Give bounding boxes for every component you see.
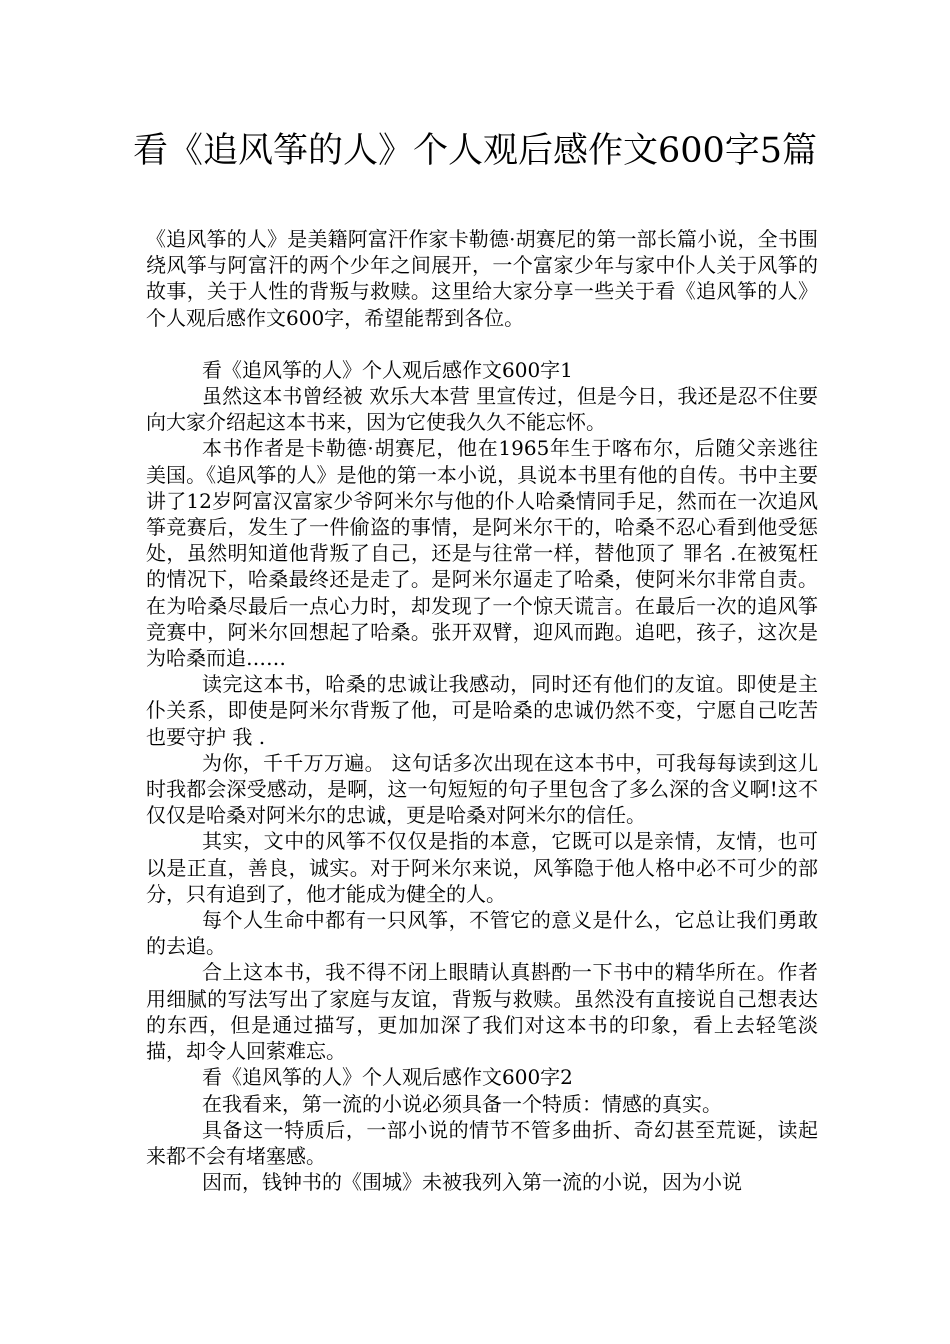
section-1-paragraph-3: 读完这本书，哈桑的忠诚让我感动，同时还有他们的友谊。即使是主仆关系，即使是阿米尔背叛了他，可是哈桑的忠诚仍然不变，宁愿自己吃苦也要守护 我 .: [146, 672, 818, 749]
section-2-heading: 看《追风筝的人》个人观后感作文600字2: [202, 1065, 573, 1090]
section-2-paragraph-1: 在我看来，第一流的小说必须具备一个特质：情感的真实。: [202, 1091, 722, 1116]
section-1-heading: 看《追风筝的人》个人观后感作文600字1: [202, 357, 573, 382]
section-1-paragraph-2: 本书作者是卡勒德·胡赛尼，他在1965年生于喀布尔，后随父亲逃往美国。《追风筝的人》是他的第一本小说，具说本书里有他的自传。书中主要讲了12岁阿富汉富家少爷阿米尔与他的仆人哈桑情同手足，然而在一次追风筝竞赛后，发生了一件偷盗的事情，是阿米尔干的，哈桑不忍心看到他受惩处，虽然明知道他背叛了自己，还是与往常一样，替他顶了 罪名 .在被冤枉的情况下，哈桑最终还是走了。是阿米尔逼走了哈桑，使阿米尔非常自责。在为哈桑尽最后一点心力时，却发现了一个惊天谎言。在最后一次的追风筝竞赛中，阿米尔回想起了哈桑。张开双臂，迎风而跑。追吧，孩子，这次是为哈桑而追……: [146, 436, 818, 671]
section-1-paragraph-5: 其实，文中的风筝不仅仅是指的本意，它既可以是亲情，友情，也可以是正直，善良，诚实。对于阿米尔来说，风筝隐于他人格中必不可少的部分，只有追到了，他才能成为健全的人。: [146, 829, 818, 906]
section-1-paragraph-6: 每个人生命中都有一只风筝，不管它的意义是什么，它总让我们勇敢的去追。: [146, 908, 818, 959]
section-2-paragraph-2: 具备这一特质后，一部小说的情节不管多曲折、奇幻甚至荒诞，读起来都不会有堵塞感。: [146, 1117, 818, 1168]
intro-paragraph: 《追风筝的人》是美籍阿富汗作家卡勒德·胡赛尼的第一部长篇小说，全书围绕风筝与阿富汗的两个少年之间展开，一个富家少年与家中仆人关于风筝的故事，关于人性的背叛与救赎。这里给大家分享一些关于看《追风筝的人》个人观后感作文600字，希望能帮到各位。: [146, 227, 818, 330]
page-title: 看《追风筝的人》个人观后感作文600字5篇: [132, 131, 818, 171]
section-1-paragraph-4: 为你，千千万万遍。 这句话多次出现在这本书中，可我每每读到这儿时我都会深受感动，是啊，这一句短短的句子里包含了多么深的含义啊!这不仅仅是哈桑对阿米尔的忠诚，更是哈桑对阿米尔的信任。: [146, 750, 818, 828]
section-1-paragraph-1: 虽然这本书曾经被 欢乐大本营 里宣传过，但是今日，我还是忍不住要向大家介绍起这本书来，因为它使我久久不能忘怀。: [146, 384, 818, 435]
paragraph-gap: [146, 331, 818, 357]
section-2-paragraph-3: 因而，钱钟书的《围城》未被我列入第一流的小说，因为小说: [202, 1170, 742, 1195]
section-1-paragraph-7: 合上这本书，我不得不闭上眼睛认真斟酌一下书中的精华所在。作者用细腻的写法写出了家庭与友谊，背叛与救赎。虽然没有直接说自己想表达的东西，但是通过描写，更加加深了我们对这本书的印象，看上去轻笔淡描，却令人回萦难忘。: [146, 960, 818, 1064]
article-body: [146, 226, 818, 1195]
